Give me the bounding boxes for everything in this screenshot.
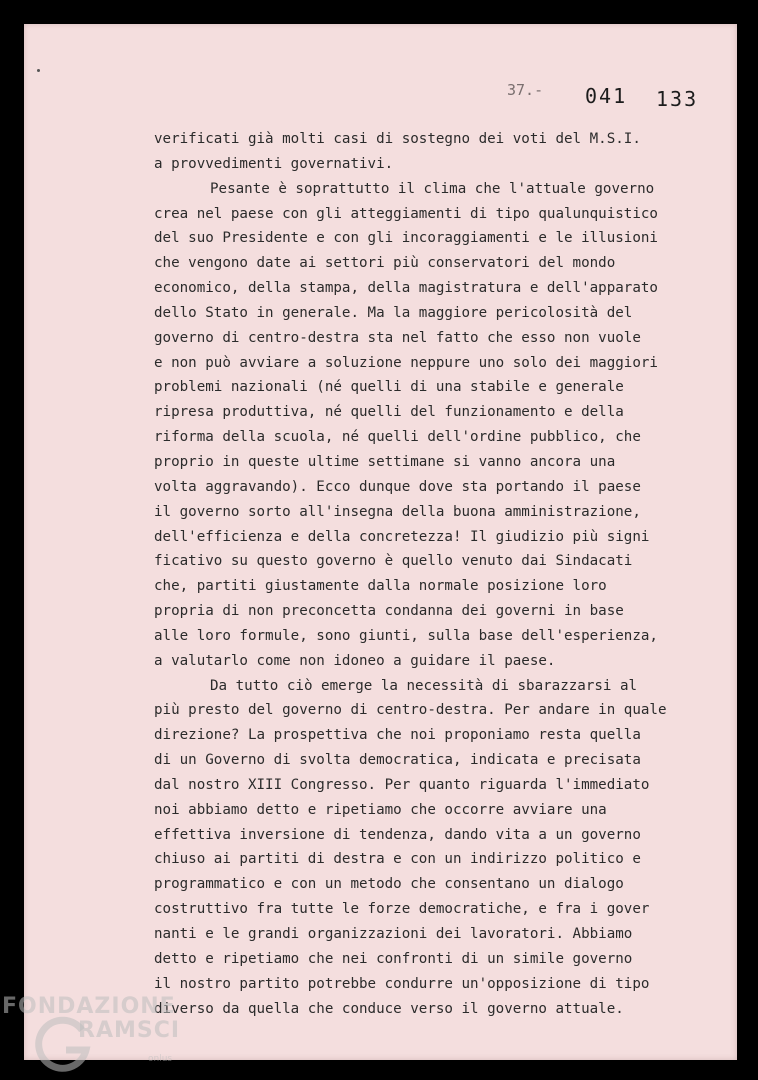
document-page <box>24 24 737 1060</box>
text-line: verificati già molti casi di sostegno dei voti del M.S.I. <box>154 131 641 147</box>
text-line: programmatico e con un metodo che consentano un dialogo <box>154 876 624 893</box>
text-line: diverso da quella che conduce verso il governo attuale. <box>154 1000 624 1017</box>
watermark-line-2: RAMSCI <box>78 1018 181 1043</box>
text-line: economico, della stampa, della magistratura e dell'apparato <box>154 280 658 297</box>
archive-folio-a: 041 <box>585 84 628 108</box>
text-line: volta aggravando). Ecco dunque dove sta portando il paese <box>154 478 641 495</box>
text-line: nanti e le grandi organizzazioni dei lavoratori. Abbiamo <box>154 926 633 942</box>
typed-text-body <box>154 127 714 1021</box>
text-line: dello Stato in generale. Ma la maggiore pericolosità del <box>154 304 633 321</box>
text-line: proprio in queste ultime settimane si vanno ancora una <box>154 453 616 470</box>
text-line: costruttivo fra tutte le forze democratiche, e fra i gover <box>154 901 650 918</box>
text-line: che vengono date ai settori più conservatori del mondo <box>154 255 616 272</box>
text-line: problemi nazionali (né quelli di una stabile e generale <box>154 379 624 396</box>
text-line: noi abbiamo detto e ripetiamo che occorre avviare una <box>154 801 607 818</box>
text-line: dal nostro XIII Congresso. Per quanto riguarda l'immediato <box>154 776 650 793</box>
text-line: crea nel paese con gli atteggiamenti di tipo qualunquistico <box>154 205 658 222</box>
text-line: ripresa produttiva, né quelli del funzionamento e della <box>154 404 624 421</box>
text-line: alle loro formule, sono giunti, sulla base dell'esperienza, <box>154 627 658 644</box>
text-line: ficativo su questo governo è quello venuto dai Sindacati <box>154 553 633 570</box>
text-line: più presto del governo di centro-destra. Per andare in quale <box>154 702 667 719</box>
page-number: 37.- <box>507 81 544 99</box>
text-line: e non può avviare a soluzione neppure uno solo dei maggiori <box>154 354 658 371</box>
text-line: del suo Presidente e con gli incoraggiamenti e le illusioni <box>154 230 658 247</box>
text-line: il nostro partito potrebbe condurre un'opposizione di tipo <box>154 975 650 992</box>
text-line: effettiva inversione di tendenza, dando vita a un governo <box>154 826 641 843</box>
watermark-logo <box>2 994 202 1080</box>
text-line: direzione? La prospettiva che noi proponiamo resta quella <box>154 727 641 744</box>
text-line: governo di centro-destra sta nel fatto che esso non vuole <box>154 329 641 346</box>
text-line: a provvedimenti governativi. <box>154 155 394 172</box>
text-line: il governo sorto all'insegna della buona amministrazione, <box>154 503 641 520</box>
text-line: detto e ripetiamo che nei confronti di un simile governo <box>154 950 633 967</box>
margin-dot <box>37 69 40 72</box>
text-line: chiuso ai partiti di destra e con un indirizzo politico e <box>154 851 641 868</box>
text-line: riforma della scuola, né quelli dell'ordine pubblico, che <box>154 429 641 446</box>
text-line: propria di non preconcetta condanna dei governi in base <box>154 603 624 620</box>
text-line: dell'efficienza e della concretezza! Il giudizio più signi <box>154 528 650 545</box>
archive-folio-b: 133 <box>656 87 699 111</box>
watermark-small: onlus <box>148 1054 173 1064</box>
text-line: a valutarlo come non idoneo a guidare il paese. <box>154 652 556 669</box>
text-line: Da tutto ciò emerge la necessità di sbarazzarsi al <box>210 677 638 694</box>
text-line: che, partiti giustamente dalla normale posizione loro <box>154 578 607 595</box>
text-line: Pesante è soprattutto il clima che l'attuale governo <box>210 180 655 197</box>
watermark-line-1: FONDAZIONE <box>2 994 176 1019</box>
text-line: di un Governo di svolta democratica, indicata e precisata <box>154 752 641 769</box>
